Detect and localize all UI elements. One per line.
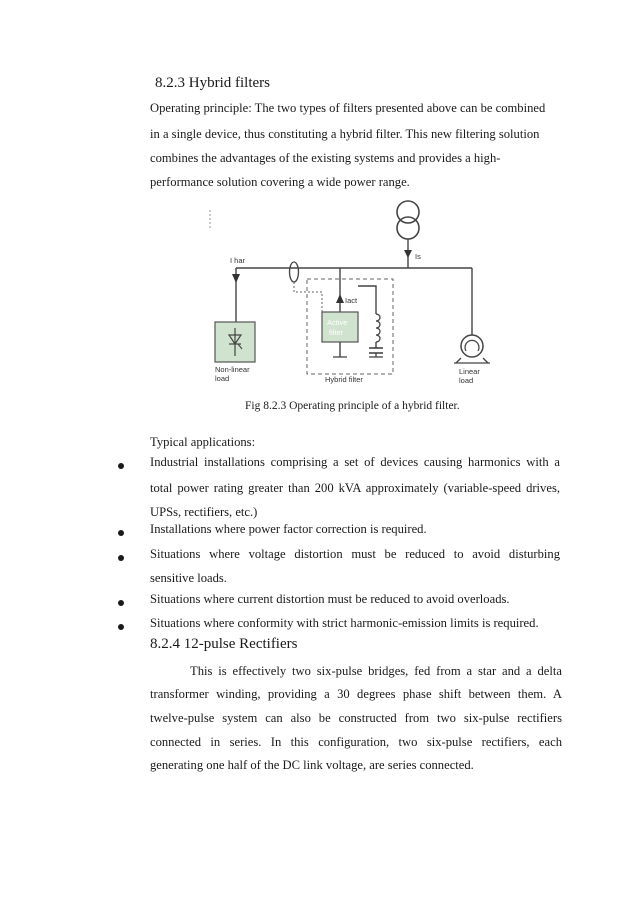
paragraph-line: Operating principle: The two types of filters presented above can be combined xyxy=(150,101,546,115)
paragraph-line: performance solution covering a wide power range. xyxy=(150,175,410,189)
label-non-linear-1: Non-linear xyxy=(215,365,250,374)
application-item-line: Situations where conformity with strict harmonic-emission limits is required. xyxy=(150,616,539,630)
arrow-ihar xyxy=(232,274,240,283)
bullet-icon xyxy=(118,555,124,561)
linear-load-motor-icon xyxy=(461,335,483,357)
section-heading-8-2-3: 8.2.3 Hybrid filters xyxy=(155,75,270,91)
applications-title: Typical applications: xyxy=(150,435,256,449)
application-item-line: Situations where voltage distortion must be reduced to avoid disturbing xyxy=(150,547,560,561)
application-item-line: total power rating greater than 200 kVA approximately (variable-speed drives, xyxy=(150,481,560,495)
application-item-line: sensitive loads. xyxy=(150,571,227,585)
label-ihar: I har xyxy=(230,256,246,265)
label-non-linear-2: load xyxy=(215,374,230,383)
paragraph-line: This is effectively two six-pulse bridges, fed from a star and a delta xyxy=(190,664,562,678)
bullet-icon xyxy=(118,463,124,469)
transformer-secondary xyxy=(397,217,419,239)
application-item-line: UPSs, rectifiers, etc.) xyxy=(150,505,258,519)
paragraph-line: in a single device, thus constituting a hybrid filter. This new filtering solution xyxy=(150,127,540,141)
paragraph-line: combines the advantages of the existing systems and provides a high- xyxy=(150,151,501,165)
bullet-icon xyxy=(118,530,124,536)
label-active-filter-2: filter xyxy=(329,328,344,337)
paragraph-line: connected in series. In this configuration, two six-pulse rectifiers, each xyxy=(150,735,562,749)
paragraph-line: twelve-pulse system can also be constructed from two six-pulse rectifiers xyxy=(150,711,562,725)
section-heading-8-2-4: 8.2.4 12-pulse Rectifiers xyxy=(150,636,298,652)
paragraph-line: transformer winding, providing a 30 degrees phase shift between them. A xyxy=(150,687,562,701)
current-sensor xyxy=(290,262,299,282)
label-active-filter-1: Active xyxy=(327,318,348,327)
label-linear-1: Linear xyxy=(459,367,480,376)
label-linear-2: load xyxy=(459,376,474,385)
arrow-is xyxy=(404,250,412,258)
active-filter-box xyxy=(322,312,358,342)
label-hybrid-filter: Hybrid filter xyxy=(325,375,363,384)
label-is: Is xyxy=(415,252,421,261)
label-iact: Iact xyxy=(345,296,358,305)
application-item-line: Situations where current distortion must be reduced to avoid overloads. xyxy=(150,592,510,606)
application-item-line: Industrial installations comprising a set of devices causing harmonics with a xyxy=(150,455,560,469)
bullet-icon xyxy=(118,600,124,606)
arrow-iact xyxy=(336,294,344,303)
application-item-line: Installations where power factor correction is required. xyxy=(150,522,427,536)
inductor-icon xyxy=(376,314,380,342)
paragraph-line: generating one half of the DC link voltage, are series connected. xyxy=(150,758,474,772)
figure-caption: Fig 8.2.3 Operating principle of a hybrid filter. xyxy=(245,400,460,412)
bullet-icon xyxy=(118,624,124,630)
